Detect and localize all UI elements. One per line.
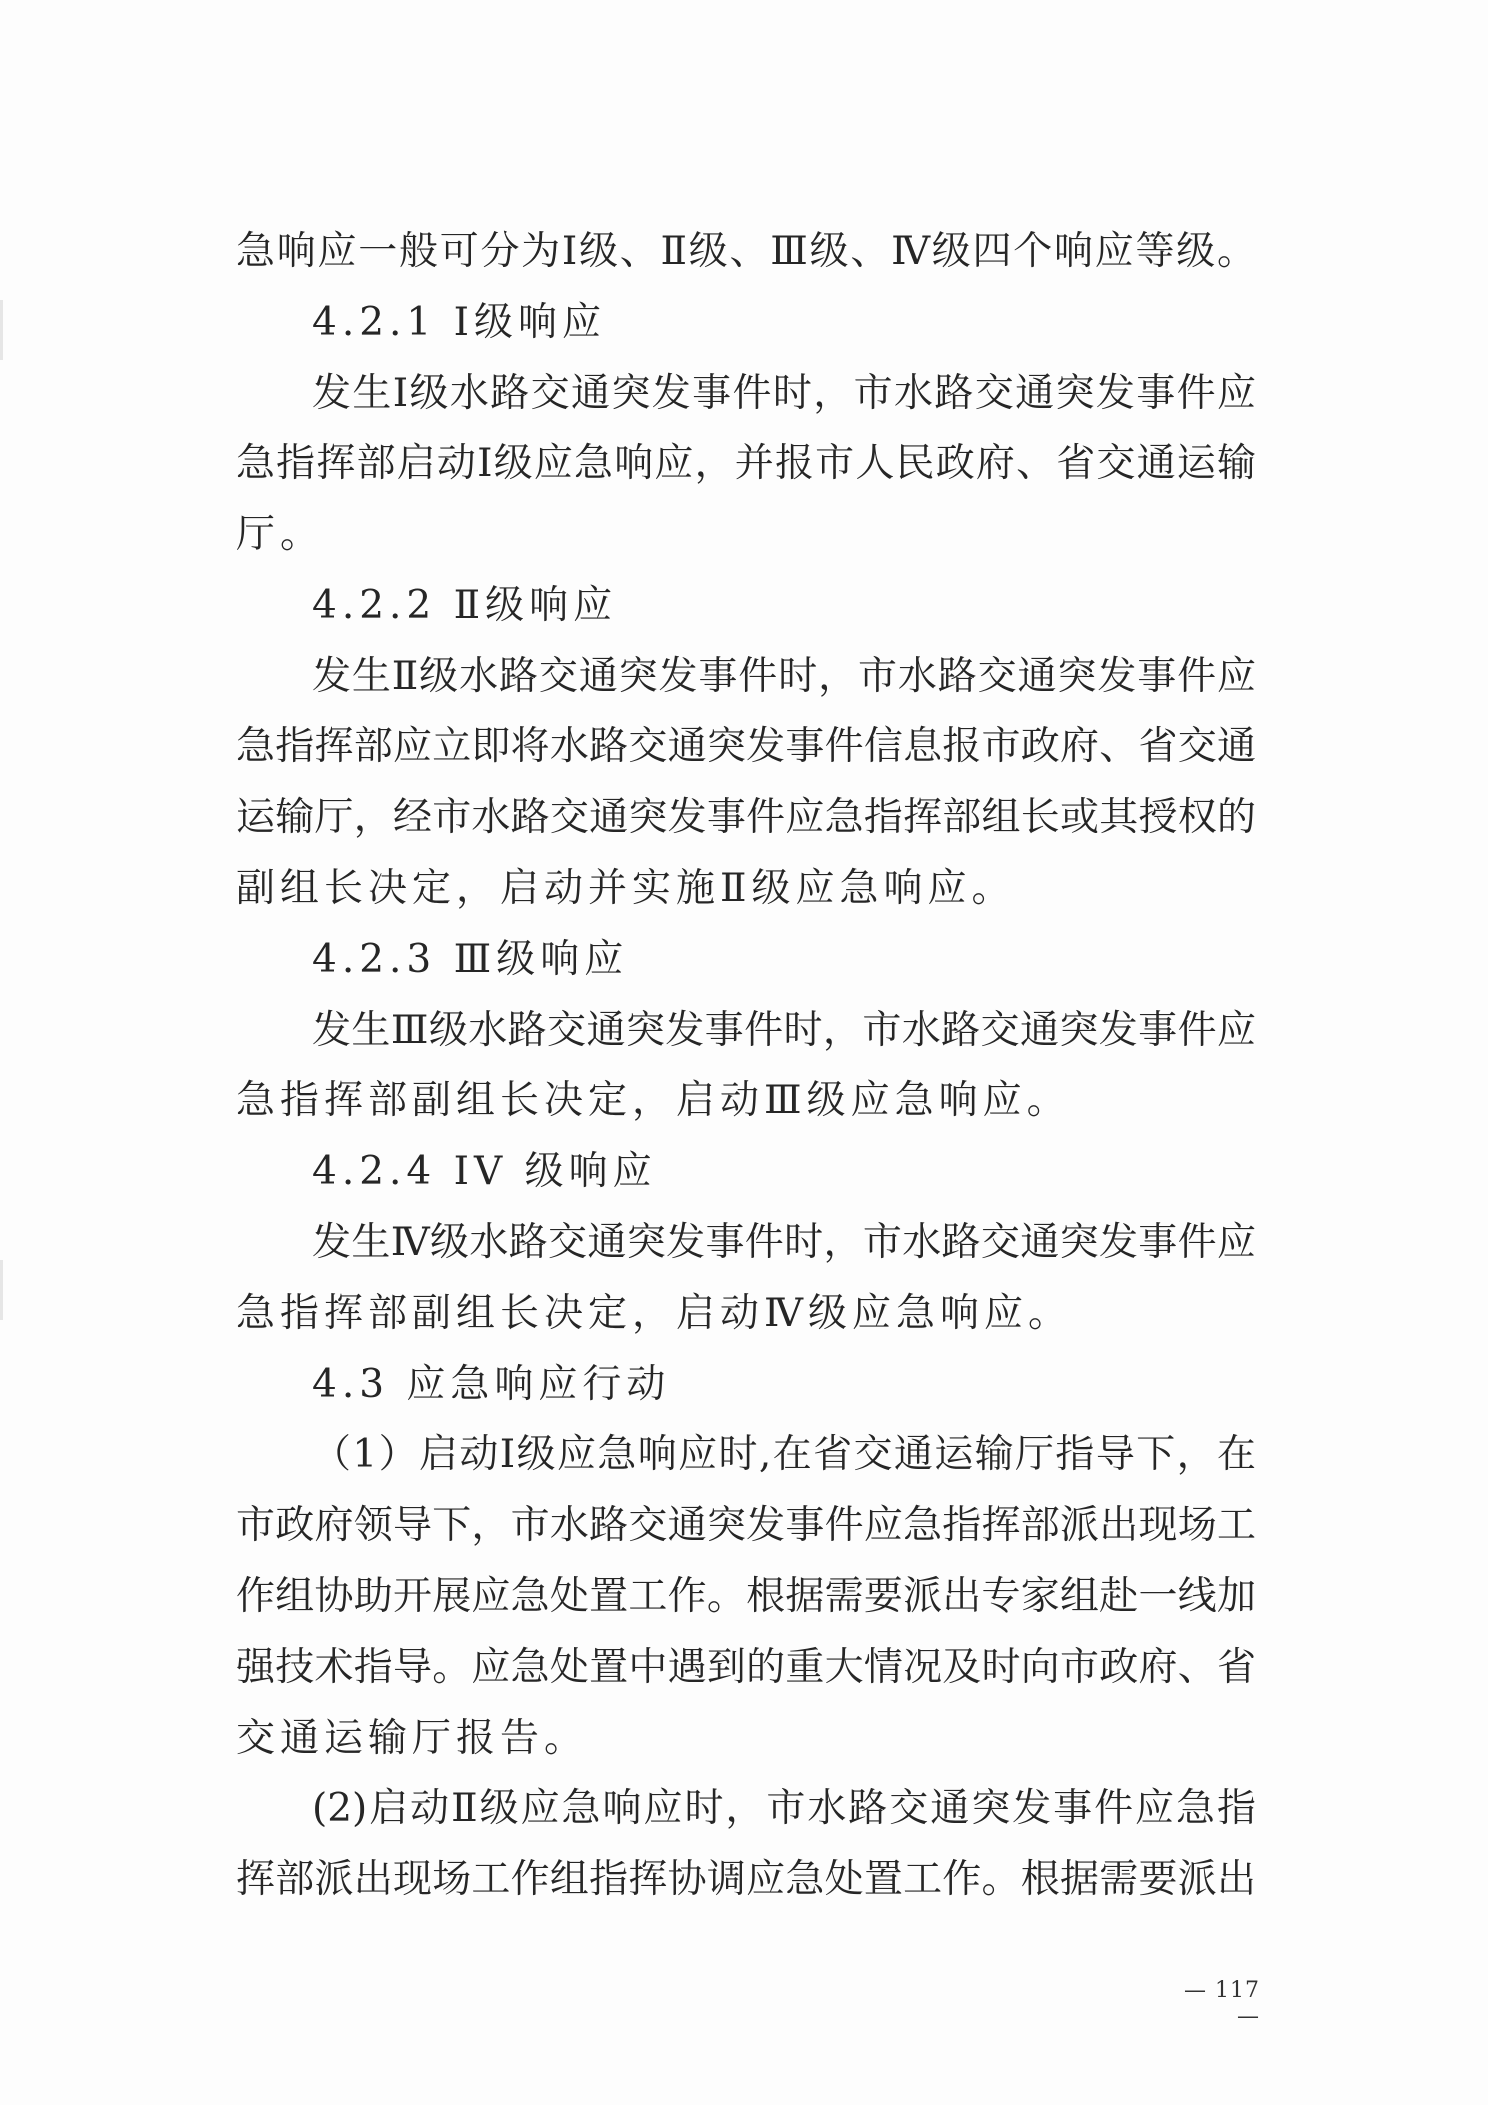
- page-number: — 117 —: [1184, 1978, 1260, 2029]
- paragraph-line: 发生Ⅳ级水路交通突发事件时，市水路交通突发事件应: [312, 1220, 1256, 1265]
- paragraph-line: 急指挥部副组长决定，启动Ⅲ级应急响应。: [236, 1078, 1071, 1123]
- section-heading-4-2-1: 4.2.1 Ⅰ级响应: [312, 300, 607, 345]
- scan-edge-mark: [0, 1260, 3, 1320]
- paragraph-line: 发生Ⅱ级水路交通突发事件时，市水路交通突发事件应: [312, 654, 1256, 699]
- section-heading-4-2-4: 4.2.4 IV 级响应: [312, 1149, 657, 1194]
- paragraph-line: （1）启动Ⅰ级应急响应时,在省交通运输厅指导下，在: [312, 1432, 1256, 1477]
- paragraph-line: 市政府领导下，市水路交通突发事件应急指挥部派出现场工: [236, 1503, 1256, 1548]
- paragraph-line: (2)启动Ⅱ级应急响应时，市水路交通突发事件应急指: [312, 1786, 1256, 1831]
- paragraph-line: 运输厅，经市水路交通突发事件应急指挥部组长或其授权的: [236, 795, 1256, 840]
- paragraph-line: 急指挥部应立即将水路交通突发事件信息报市政府、省交通: [236, 724, 1256, 769]
- paragraph-line: 强技术指导。应急处置中遇到的重大情况及时向市政府、省: [236, 1645, 1256, 1690]
- section-heading-4-2-3: 4.2.3 Ⅲ级响应: [312, 937, 629, 982]
- paragraph-line: 急响应一般可分为Ⅰ级、Ⅱ级、Ⅲ级、Ⅳ级四个响应等级。: [236, 229, 1256, 274]
- paragraph-line: 发生Ⅲ级水路交通突发事件时，市水路交通突发事件应: [312, 1008, 1256, 1053]
- paragraph-line: 作组协助开展应急处置工作。根据需要派出专家组赴一线加: [236, 1574, 1256, 1619]
- paragraph-line: 发生Ⅰ级水路交通突发事件时，市水路交通突发事件应: [312, 371, 1256, 416]
- paragraph-line: 副组长决定，启动并实施Ⅱ级应急响应。: [236, 866, 1016, 911]
- scan-edge-mark: [0, 300, 3, 360]
- section-heading-4-3: 4.3 应急响应行动: [312, 1362, 671, 1407]
- paragraph-line: 交通运输厅报告。: [236, 1716, 589, 1761]
- section-heading-4-2-2: 4.2.2 Ⅱ级响应: [312, 583, 618, 628]
- paragraph-line: 挥部派出现场工作组指挥协调应急处置工作。根据需要派出: [236, 1857, 1256, 1902]
- paragraph-line: 厅。: [236, 512, 325, 557]
- paragraph-line: 急指挥部启动Ⅰ级应急响应，并报市人民政府、省交通运输: [236, 441, 1256, 486]
- paragraph-line: 急指挥部副组长决定，启动Ⅳ级应急响应。: [236, 1291, 1072, 1336]
